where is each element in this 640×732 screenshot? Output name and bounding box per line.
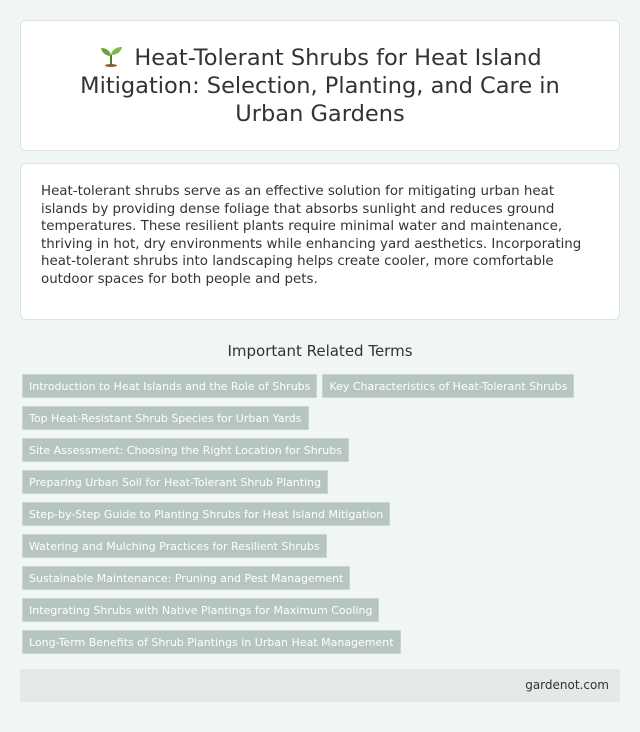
footer-site-link[interactable]: gardenot.com xyxy=(525,678,609,692)
page-title-text: Heat-Tolerant Shrubs for Heat Island Mitigation: Selection, Planting, and Care in Urban Gardens xyxy=(80,44,560,127)
related-term-tag[interactable]: Key Characteristics of Heat-Tolerant Shrubs xyxy=(322,374,574,398)
related-term-tag[interactable]: Long-Term Benefits of Shrub Plantings in Urban Heat Management xyxy=(22,630,401,654)
tag-row xyxy=(22,534,622,566)
tag-row xyxy=(22,598,622,630)
intro-paragraph: Heat-tolerant shrubs serve as an effective solution for mitigating urban heat islands by providing dense foliage that absorbs sunlight and reduces ground temperatures. These resilient plants require minimal water and maintenance, thriving in hot, dry environments while enhancing yard aesthetics. Incorporating heat-tolerant shrubs into landscaping helps create cooler, more comfortable outdoor spaces for both people and pets. xyxy=(41,184,582,287)
page-title xyxy=(51,44,589,128)
related-term-tag[interactable]: Site Assessment: Choosing the Right Location for Shrubs xyxy=(22,438,349,462)
footer xyxy=(20,669,620,702)
tag-row xyxy=(22,438,622,470)
tag-row xyxy=(22,566,622,598)
seedling-icon xyxy=(98,45,124,67)
tag-row xyxy=(22,374,622,406)
tag-row xyxy=(22,406,622,438)
related-term-tag[interactable]: Step-by-Step Guide to Planting Shrubs for Heat Island Mitigation xyxy=(22,502,390,526)
related-term-tag[interactable]: Top Heat-Resistant Shrub Species for Urban Yards xyxy=(22,406,309,430)
related-term-tag[interactable]: Integrating Shrubs with Native Plantings for Maximum Cooling xyxy=(22,598,379,622)
intro-card xyxy=(20,163,620,320)
related-term-tag[interactable]: Watering and Mulching Practices for Resilient Shrubs xyxy=(22,534,327,558)
related-term-tag[interactable]: Preparing Urban Soil for Heat-Tolerant Shrub Planting xyxy=(22,470,328,494)
title-card xyxy=(20,20,620,151)
tag-row xyxy=(22,502,622,534)
related-term-tag[interactable]: Sustainable Maintenance: Pruning and Pest Management xyxy=(22,566,350,590)
tag-row xyxy=(22,630,622,662)
related-term-tag[interactable]: Introduction to Heat Islands and the Role of Shrubs xyxy=(22,374,317,398)
related-terms-list xyxy=(22,374,622,662)
tag-row xyxy=(22,470,622,502)
related-terms-heading: Important Related Terms xyxy=(227,342,413,360)
